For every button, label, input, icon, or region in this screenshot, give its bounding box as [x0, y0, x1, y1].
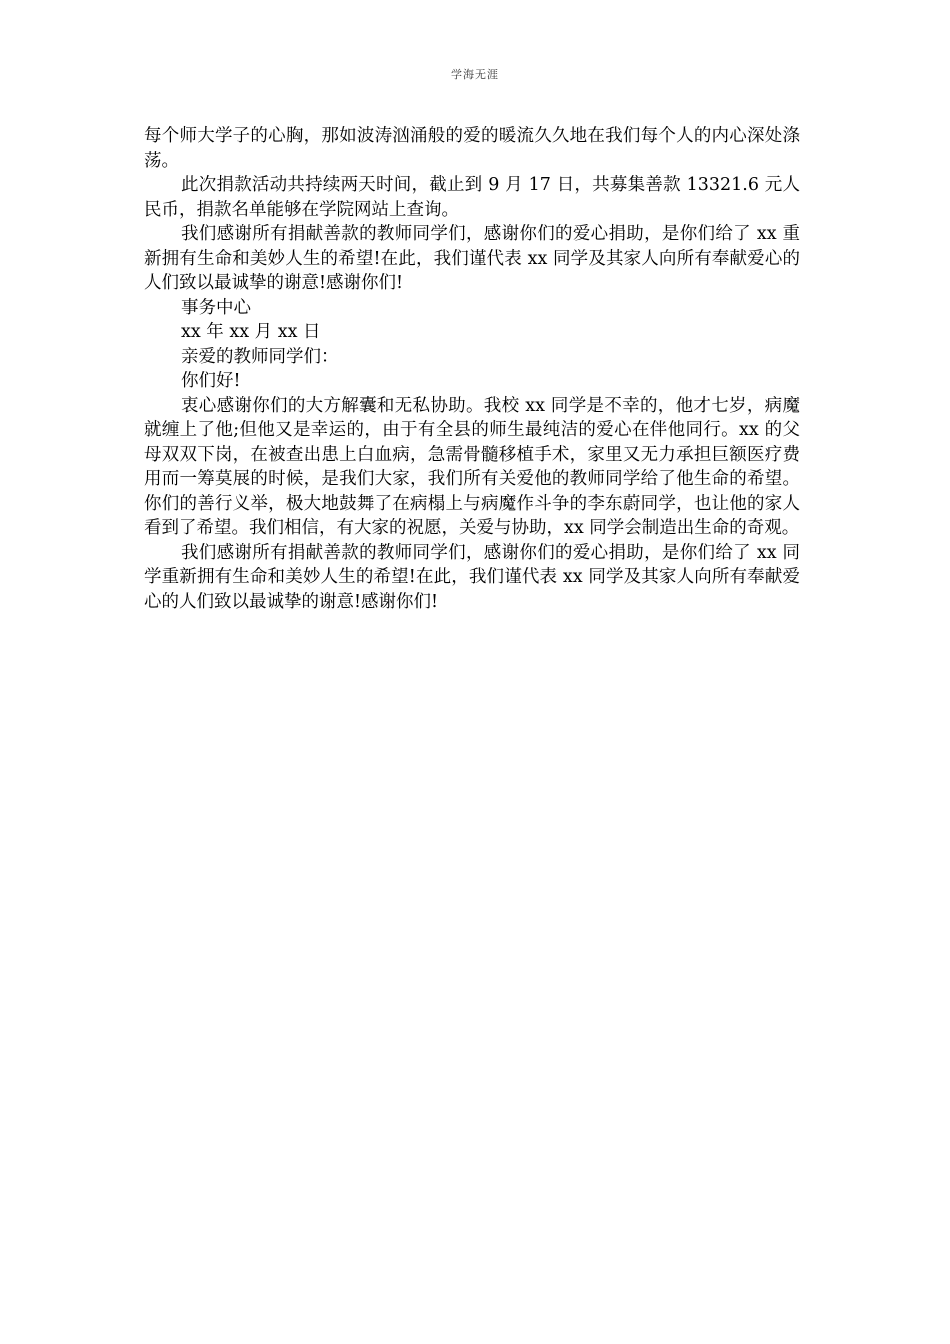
greeting: 你们好! — [181, 371, 241, 391]
paragraph-continuation: 每个师大学子的心胸，那如波涛汹涌般的爱的暖流久久地在我们每个人的内心深处涤荡。 — [144, 126, 800, 171]
signature-date: xx 年 xx 月 xx 日 — [181, 322, 321, 342]
paragraph-thanks: 我们感谢所有捐献善款的教师同学们，感谢你们的爱心捐助，是你们给了 xx 重新拥有生命和美妙人生的希望!在此，我们谨代表 xx 同学及其家人向所有奉献爱心的人们致以最诚挚的谢意!感谢你们! — [144, 224, 800, 293]
page-header-title: 学海无涯 — [451, 68, 499, 81]
salutation: 亲爱的教师同学们： — [181, 346, 339, 367]
paragraph-story: 衷心感谢你们的大方解囊和无私协助。我校 xx 同学是不幸的，他才七岁，病魔就缠上了他;但他又是幸运的，由于有全县的师生最纯洁的爱心在伴他同行。xx 的父母双双下岗，在被查出患上白血病，急需骨髓移植手术，家里又无力承担巨额医疗费用而一筹莫展的时候，是我们大家，我们所有关爱他的教师同学给了他生命的希望。你们的善行义举，极大地鼓舞了在病榻上与病魔作斗争的李东蔚同学，也让他的家人看到了希望。我们相信，有大家的祝愿，关爱与协助，xx 同学会制造出生命的奇观。 — [144, 395, 800, 538]
paragraph-donation-summary: 此次捐款活动共持续两天时间，截止到 9 月 17 日，共募集善款 13321.6 元人民币，捐款名单能够在学院网站上查询。 — [144, 175, 800, 220]
paragraph-closing-thanks: 我们感谢所有捐献善款的教师同学们，感谢你们的爱心捐助，是你们给了 xx 同学重新拥有生命和美妙人生的希望!在此，我们谨代表 xx 同学及其家人向所有奉献爱心的人们致以最诚挚的谢意!感谢你们! — [144, 542, 800, 612]
signature-office: 事务中心 — [181, 297, 251, 318]
document-body — [144, 124, 800, 614]
